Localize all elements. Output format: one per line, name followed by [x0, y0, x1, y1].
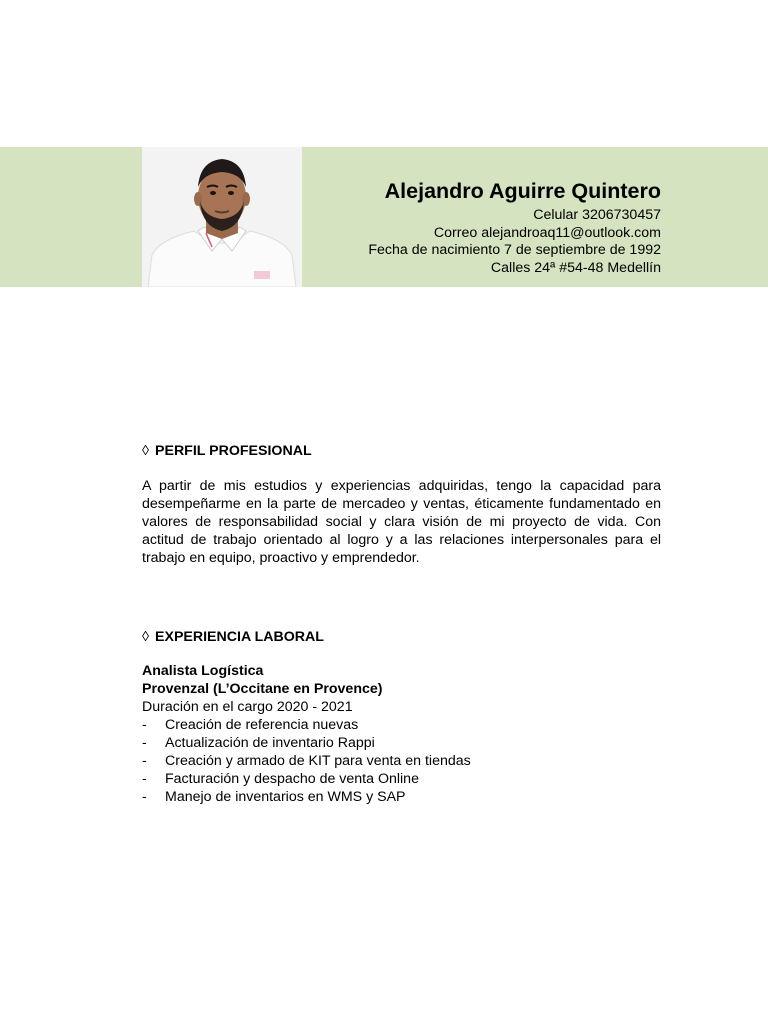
profile-paragraph: A partir de mis estudios y experiencias adquiridas, tengo la capacidad para desempeñarme en la parte de mercadeo y ventas, éticamente fundamentado en valores de responsabilidad social y clara visión de mi proyecto de vida. Con actitud de trabajo orientado al logro y a las relaciones interpersonales para el trabajo en equipo, proactivo y emprendedor.	[142, 478, 661, 566]
experience-heading: EXPERIENCIA LABORAL	[155, 629, 324, 645]
profile-section-title	[142, 442, 312, 460]
task-text: Actualización de inventario Rappi	[165, 735, 375, 751]
task-text: Creación de referencia nuevas	[165, 717, 359, 733]
task-text: Manejo de inventarios en WMS y SAP	[165, 789, 406, 805]
dash-bullet-icon: -	[142, 753, 147, 769]
list-item	[142, 752, 662, 770]
birthdate-line: Fecha de nacimiento 7 de septiembre de 1992	[368, 242, 661, 259]
contact-block	[241, 176, 661, 277]
dash-bullet-icon: -	[142, 735, 147, 751]
list-item	[142, 716, 662, 734]
candidate-name: Alejandro Aguirre Quintero	[384, 179, 661, 203]
dash-bullet-icon: -	[142, 771, 147, 787]
dash-bullet-icon: -	[142, 789, 147, 805]
task-text: Facturación y despacho de venta Online	[165, 771, 419, 787]
job-entry	[142, 662, 662, 806]
profile-heading: PERFIL PROFESIONAL	[155, 443, 312, 459]
dash-bullet-icon: -	[142, 717, 147, 733]
list-item	[142, 734, 662, 752]
experience-section-title	[142, 628, 324, 646]
email-line: Correo alejandroaq11@outlook.com	[433, 224, 661, 241]
task-list	[142, 716, 662, 806]
diamond-bullet-icon: ◊	[142, 443, 150, 459]
phone-line: Celular 3206730457	[533, 207, 661, 223]
list-item	[142, 788, 662, 806]
diamond-bullet-icon: ◊	[142, 629, 150, 645]
task-text: Creación y armado de KIT para venta en tiendas	[165, 753, 471, 769]
company-name: Provenzal (L’Occitane en Provence)	[142, 681, 383, 697]
address-line: Calles 24ª #54-48 Medellín	[490, 259, 661, 276]
list-item	[142, 770, 662, 788]
job-title: Analista Logística	[142, 663, 264, 679]
job-duration: Duración en el cargo 2020 - 2021	[142, 699, 353, 715]
